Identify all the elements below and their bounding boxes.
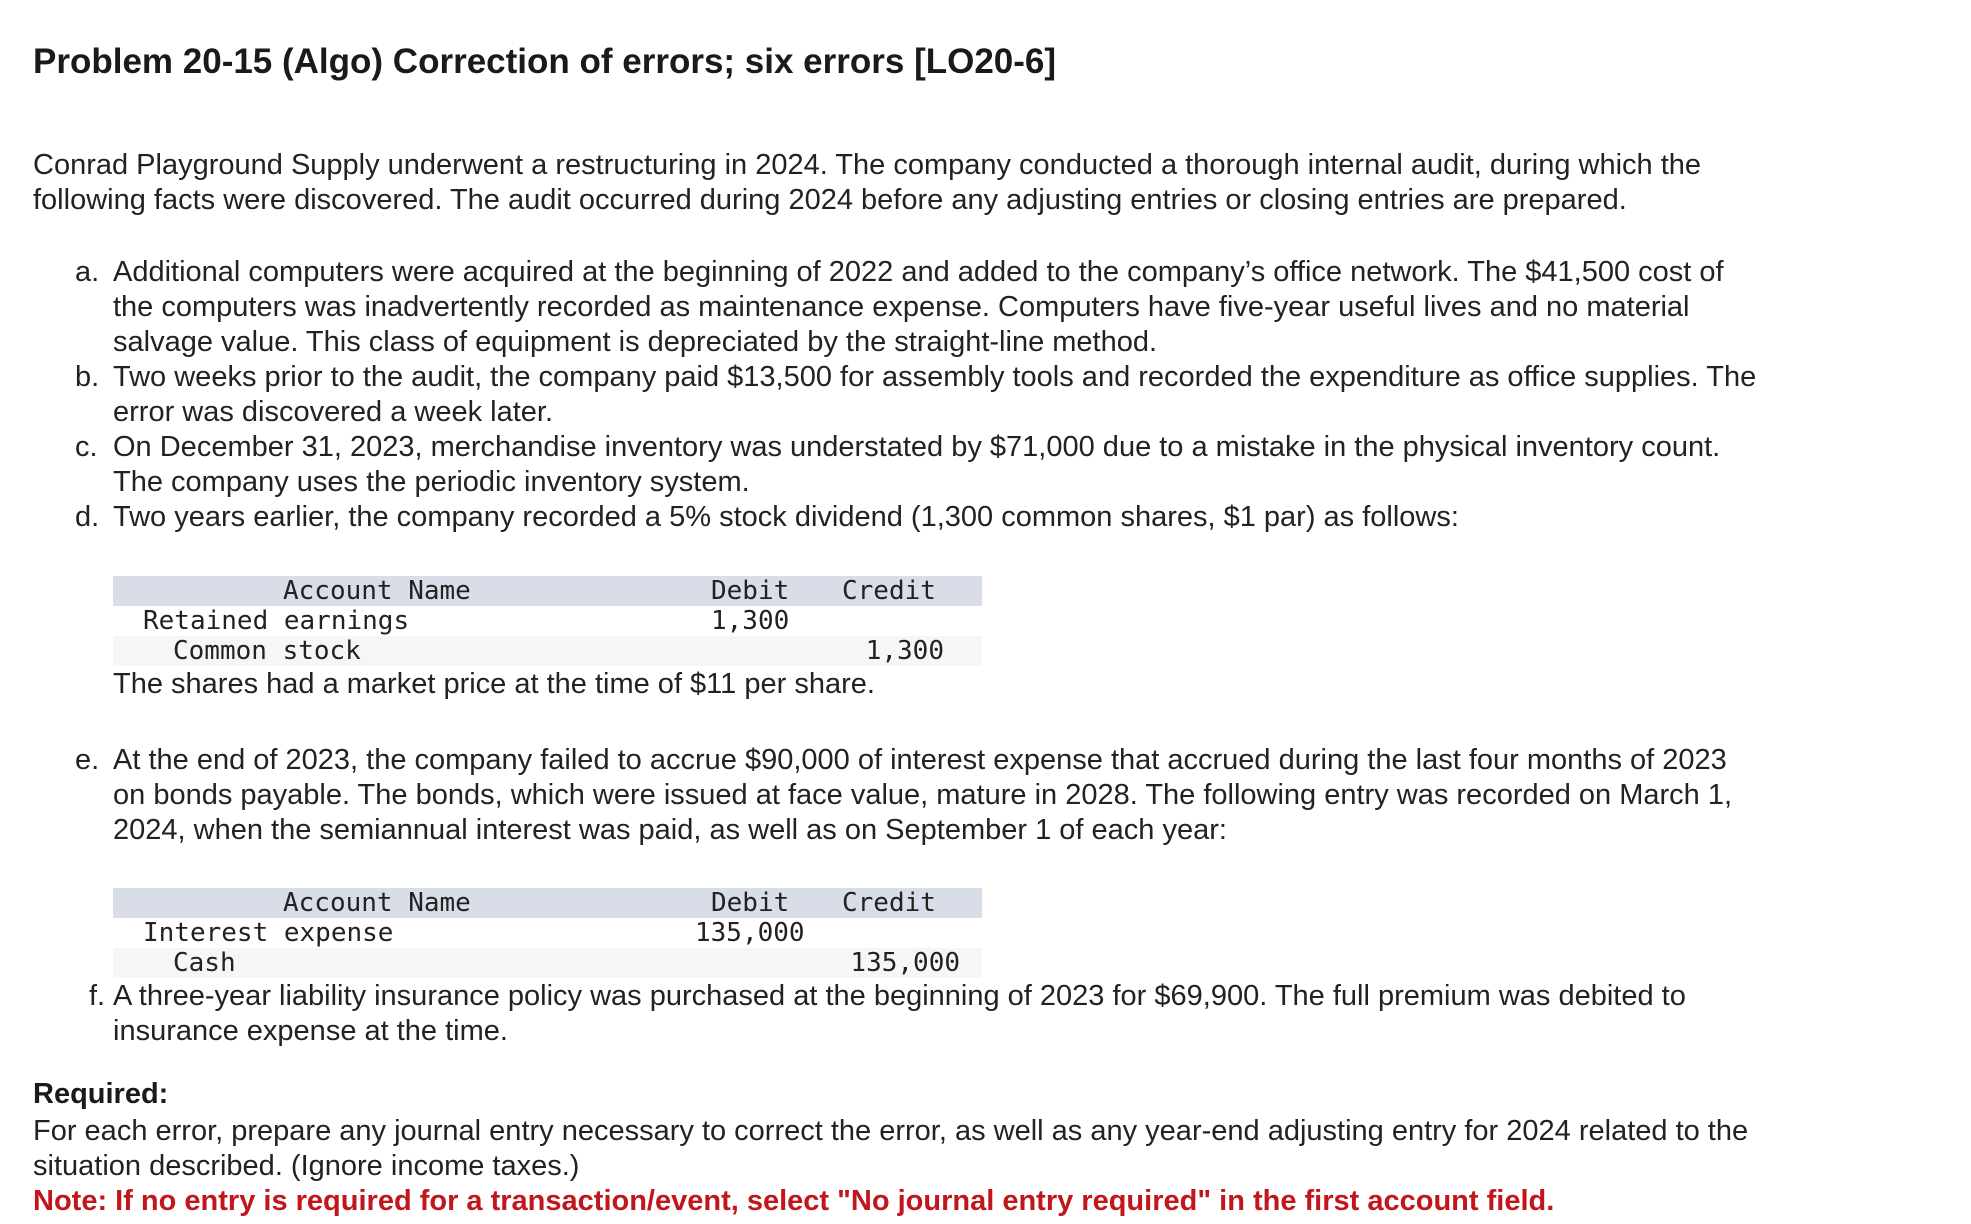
item-label: b. [75, 361, 100, 393]
item-line: At the end of 2023, the company failed to accrue $90,000 of interest expense that accrued during the last four months of 2023 [113, 744, 1727, 776]
credit-cell: 1,300 [832, 636, 982, 666]
account-cell: Interest expense [143, 918, 394, 948]
item-label: f. [89, 980, 106, 1012]
credit-header: Credit [832, 576, 982, 606]
debit-cell [711, 636, 832, 666]
journal-row [113, 606, 982, 636]
debit-cell: 1,300 [711, 606, 790, 636]
journal-header-row [113, 576, 982, 606]
item-line: on bonds payable. The bonds, which were issued at face value, mature in 2028. The following entry was recorded on March 1, [113, 779, 1733, 811]
credit-header: Credit [832, 888, 982, 918]
item-line: the computers was inadvertently recorded as maintenance expense. Computers have five-year useful lives and no material [113, 291, 1690, 323]
required-line: situation described. (Ignore income taxes.) [33, 1150, 580, 1182]
item-label: c. [75, 431, 98, 463]
journal-row [113, 918, 982, 948]
account-name-header: Account Name [113, 576, 711, 606]
account-cell: Cash [113, 948, 711, 978]
journal-row [113, 948, 982, 978]
page-title: Problem 20-15 (Algo) Correction of errors; six errors [LO20-6] [33, 42, 1057, 81]
intro-line: following facts were discovered. The audit occurred during 2024 before any adjusting entries or closing entries are prepared. [33, 184, 1627, 216]
credit-cell [832, 606, 982, 636]
item-line: Additional computers were acquired at the beginning of 2022 and added to the company’s office network. The $41,500 cost of [113, 256, 1724, 288]
item-label: d. [75, 501, 100, 533]
intro-paragraph [33, 148, 1701, 218]
intro-line: Conrad Playground Supply underwent a restructuring in 2024. The company conducted a thorough internal audit, during which the [33, 149, 1702, 181]
item-line: Two weeks prior to the audit, the company paid $13,500 for assembly tools and recorded the expenditure as office supplies. The [113, 361, 1757, 393]
item-line: salvage value. This class of equipment is depreciated by the straight-line method. [113, 326, 1158, 358]
credit-cell [832, 918, 982, 948]
debit-header: Debit [711, 576, 832, 606]
debit-cell [711, 948, 832, 978]
journal-table-e [113, 888, 982, 978]
item-line: insurance expense at the time. [113, 1015, 508, 1047]
item-label: e. [75, 744, 100, 776]
journal-header-row [113, 888, 982, 918]
credit-cell: 135,000 [832, 948, 982, 978]
item-line: A three-year liability insurance policy was purchased at the beginning of 2023 for $69,900. The full premium was debited to [113, 980, 1686, 1012]
account-name-header: Account Name [113, 888, 711, 918]
note-text: Note: If no entry is required for a transaction/event, select "No journal entry required" in the first account field. [33, 1185, 1555, 1217]
required-heading: Required: [33, 1078, 169, 1110]
journal-table-d [113, 576, 982, 666]
item-line: Two years earlier, the company recorded a 5% stock dividend (1,300 common shares, $1 par) as follows: [113, 501, 1459, 533]
required-line: For each error, prepare any journal entry necessary to correct the error, as well as any year-end adjusting entry for 2024 related to the [33, 1115, 1749, 1147]
account-cell: Common stock [113, 636, 711, 666]
item-line: error was discovered a week later. [113, 396, 554, 428]
journal-row [113, 636, 982, 666]
account-cell: Retained earnings [143, 606, 410, 636]
item-line: 2024, when the semiannual interest was paid, as well as on September 1 of each year: [113, 814, 1227, 846]
item-line: The company uses the periodic inventory system. [113, 466, 750, 498]
item-label: a. [75, 256, 100, 288]
item-line: On December 31, 2023, merchandise inventory was understated by $71,000 due to a mistake in the physical inventory count. [113, 431, 1721, 463]
debit-header: Debit [711, 888, 832, 918]
required-text [33, 1114, 1748, 1184]
journal-d-footnote: The shares had a market price at the time of $11 per share. [113, 668, 875, 700]
debit-cell: 135,000 [695, 918, 805, 948]
